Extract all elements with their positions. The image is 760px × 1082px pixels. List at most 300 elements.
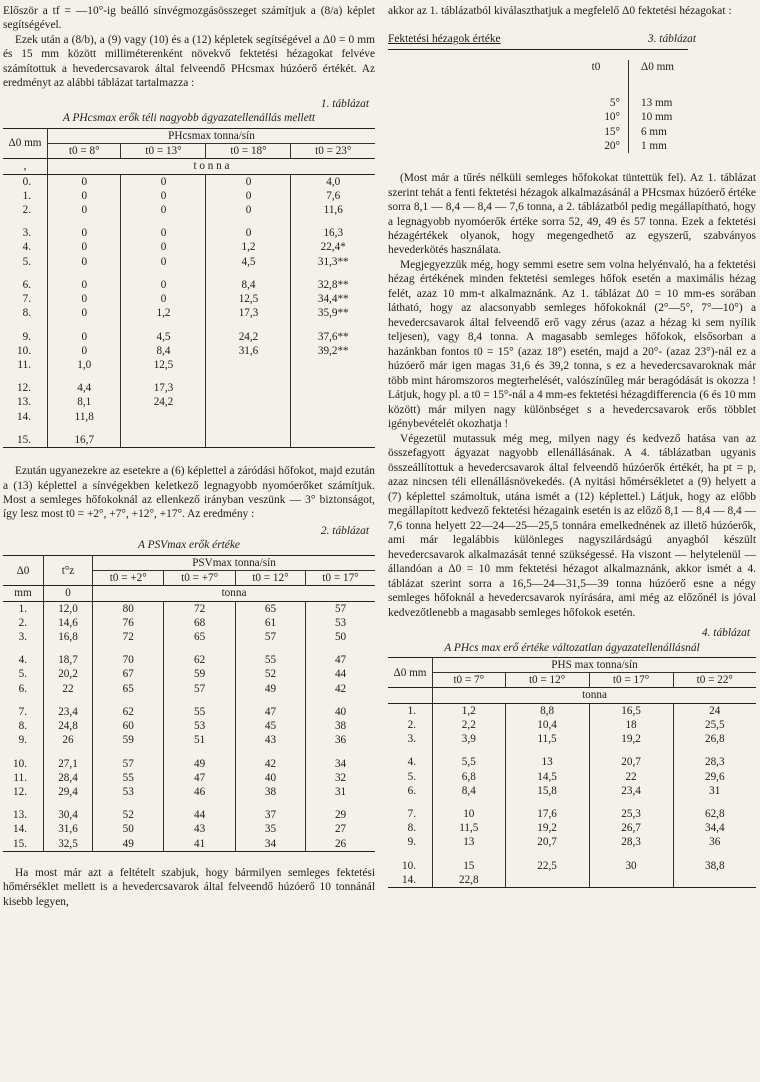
table-cell: 43 [164,822,235,836]
table-cell: 26,8 [704,733,725,746]
table-2-unit-tz: 0 [44,586,93,601]
table-spacer-cell [121,424,206,433]
table-spacer-cell [306,748,375,757]
table-cell: 59 [164,667,235,681]
table-cell: 47 [334,654,347,667]
table-1-number: 1. táblázat [320,97,369,110]
row-label-cell: 4. [3,653,44,667]
table-1-col-header: t0 = 8° [48,144,121,159]
table-cell: 68 [164,616,235,630]
table-cell [589,873,673,888]
table-row [388,835,756,849]
table-cell: 27,1 [44,757,93,771]
table-spacer-cell [44,748,93,757]
table-cell: 3,9 [433,732,506,746]
table-cell: 65 [93,682,164,696]
table-cell: 65 [235,601,305,616]
table-spacer-cell [291,321,375,330]
table-cell: 47 [164,771,235,785]
table-1-row-header: Δ0 mm [3,128,48,158]
row-label-cell: 1. [3,189,48,203]
table-cell [206,410,291,424]
table-4 [388,657,756,888]
table-cell: 0 [121,189,206,203]
row-label-cell: 12. [3,785,44,799]
table-spacer-cell [235,696,305,705]
table-spacer-cell [673,850,756,859]
table-cell: 1,0 [48,358,121,372]
table-cell: 40 [235,771,305,785]
table-cell: 24 [709,704,721,717]
table-3-number: 3. táblázat [647,33,696,46]
table-row [3,395,375,409]
right-paragraph-3: Megjegyezzük még, hogy semmi esetre sem volna helyénvaló, ha a fektetési hézag értékének minden fektetési semleges hőfok esetén a maximális hézag felét, azaz 10 mm-t alkalmaznánk. Az 1. táblázat Δ0 = 10 mm-es sorában látható, hogy az alacsonyabb semleges hőfokoknál (2°—5°, 7°—10°) a hevedercsavarok által felveendő erő vagy zérus (azaz a hézag ki sem nyílik teljesen), vagy 8,4 tonna. A magasabb semleges hőfokok, elsősorban a hazánkban fontos t0 = 15° (azaz 18°) esetén, majd a 20°- (azaz 23°)-nál ez a húzóerő már igen magas 31,6 és 39,2 tonna, s ez a hevedercsavaroknak már több mint háromszoros megterhelését, valószínűleg már beragódását is okozza ! Látjuk, hogy pl. a t0 = 15°-nál a 4 mm-es fektetési hézagdifferencia (6 és 10 mm között) már milyen nagy különbséget s a hevedercsavarok erős többlet igénybevételét okozhatja ! [388,258,756,431]
table-cell: 62 [93,705,164,719]
table-spacer-cell [48,217,121,226]
table-cell [206,395,291,409]
table-row [3,837,375,852]
table-spacer-cell [589,746,673,755]
table-cell: 29,4 [44,785,93,799]
table-spacer-cell [44,644,93,653]
table-cell: 13 mm [641,97,673,110]
table-spacer-cell [306,696,375,705]
table-spacer-cell [206,372,291,381]
table-cell: 0 [48,306,121,320]
table-row [3,719,375,733]
table-cell: 53 [334,616,347,629]
table-row [3,278,375,292]
table-1-group-header: PHcsmax tonna/sín [48,128,376,143]
row-label-cell: 9. [3,330,48,344]
row-label-cell: 14. [388,873,433,888]
table-cell: 41 [164,837,235,852]
table-spacer-cell [3,644,44,653]
table-cell: 31,6 [206,344,291,358]
table-2-col-header: t0 = +7° [164,571,235,586]
table-cell: 1,2 [206,240,291,254]
left-column [3,4,375,909]
table-cell [121,433,206,448]
table-cell: 8,4 [121,344,206,358]
row-label-cell: 14. [3,410,48,424]
table-cell: 60 [93,719,164,733]
table-spacer-cell [93,748,164,757]
table-cell: 19,2 [589,732,673,746]
table-2-unit: tonna [93,586,376,601]
table-cell: 15° [564,125,629,139]
table-spacer-cell [48,424,121,433]
table-cell: 25,3 [589,807,673,821]
row-label-cell: 6. [3,278,48,292]
table-1-col-header: t0 = 13° [121,144,206,159]
table-cell: 23,4 [44,705,93,719]
table-group-spacer [3,321,375,330]
table-cell: 10 [433,807,506,821]
right-paragraph-4: Végezetül mutassuk még meg, milyen nagy és kedvező hatása van az összefagyott ágyazat nagyobb ellenállásának. A 4. táblázatban ugyanis összeállítottuk a hevedercsavarok által felveendő húzóerők értékét, ha pt = p, azaz nincsen téli ellenállásnövekedés. (A nyitási hőmérsékletet a (9) helyett a (7) képlettel számoltuk, utána ismét a (12) képlettel.) Látjuk, hogy az előbb megállapított kedvező fektetési hézagaink esetén is az előző 8,1 — 8,4 — 8,4 — 7,6 tonna helyett 22—24—25—25,5 tonnára emelkednének az illető húzóerők, ami már legalábbis különleges nagyszilárdságú anyagból készült hevedercsavarok alkalmazását tenné szükségessé. Ha viszont — helytelenül — állandóan a Δ0 = 10 mm fektetési hézagot alkalmaznánk, akkor ismét a 4. táblázat szerint sorra a 16,5—24—31,5—39 tonna húzóerő esne a négy semleges hőfoknál a hevedercsavarok nyírására, ami még az előzőnél is jóval kedvezőtlenebb a magasabb semleges hőfokok esetén. [388,432,756,619]
table-cell: 37 [235,808,305,822]
table-row [3,667,375,681]
table-spacer-cell [44,799,93,808]
table-cell: 49 [235,682,305,696]
table-row [3,381,375,395]
table-row [3,616,375,630]
table-row [388,784,756,798]
table-row [3,705,375,719]
row-label-cell: 3. [3,226,48,240]
table-spacer-cell [93,799,164,808]
table-4-unit-row-label [388,688,433,703]
table-row [3,203,375,217]
table-cell: 19,2 [505,821,589,835]
table-group-spacer [3,269,375,278]
table-spacer-cell [235,799,305,808]
table-spacer-cell [48,321,121,330]
table-cell: 0 [121,240,206,254]
row-label-cell: 3. [3,630,44,644]
table-row [388,732,756,746]
table-cell: 0 [48,292,121,306]
table-cell: 0 [121,255,206,269]
table-row [3,174,375,189]
table-row [3,226,375,240]
table-cell [206,433,291,448]
table-cell: 72 [164,601,235,616]
table-cell: 57 [235,630,305,644]
table-cell: 25,5 [704,718,725,731]
table-spacer-cell [121,269,206,278]
table-cell: 51 [164,733,235,747]
right-paragraph-2: (Most már a tűrés nélküli semleges hőfokokat tüntettük fel). Az 1. táblázat szerint tehát a fenti fektetési hézagok alkalmazásánál a PHcsmax húzóerő értéke sorra 8,1 — 8,4 — 8,4 — 7,6 tonna, a 2. táblázatból pedig megállapítható, hogy a legnagyobb nyomóerők értéke sorra 52, 49, 49 és 57 tonna. Ezek a fektetési hézagértékek olyanok, hogy megengedhető az egyszerű, szabványos hevederkötés használata. [388,172,756,257]
right-column [388,4,756,888]
table-4-body [388,703,756,887]
table-row [3,733,375,747]
row-label-cell: 10. [3,757,44,771]
table-cell: 38 [235,785,305,799]
table-spacer-cell [3,748,44,757]
table-row [388,821,756,835]
table-spacer-cell [505,746,589,755]
table-cell: 31,3** [317,255,349,268]
table-cell: 11,8 [48,410,121,424]
table-2-group-header: PSVmax tonna/sín [93,555,376,570]
table-cell: 13 [505,755,589,769]
table-cell: 31,6 [44,822,93,836]
row-label-cell: 1. [388,703,433,718]
table-spacer-cell [121,372,206,381]
table-spacer-cell [3,372,48,381]
row-label-cell: 7. [3,705,44,719]
table-cell: 15 [433,859,506,873]
table-cell: 11,5 [505,732,589,746]
table-cell: 4,5 [121,330,206,344]
table-cell: 14,6 [44,616,93,630]
table-cell: 38 [334,720,347,733]
table-cell: 36 [709,836,721,849]
row-label-cell: 11. [3,358,48,372]
table-row [388,703,756,718]
table-spacer-cell [48,372,121,381]
table-row [3,410,375,424]
table-spacer-cell [589,798,673,807]
table-cell: 1,2 [433,703,506,718]
table-3-topline [388,49,688,50]
table-spacer-cell [206,321,291,330]
table-group-spacer [3,424,375,433]
table-4-number: 4. táblázat [701,627,750,640]
table-cell: 15,8 [505,784,589,798]
row-label-cell: 2. [388,718,433,732]
row-label-cell: 12. [3,381,48,395]
table-cell: 0 [206,203,291,217]
row-label-cell: 13. [3,395,48,409]
row-label-cell: 8. [388,821,433,835]
table-cell: 22,5 [505,859,589,873]
row-label-cell: 0. [3,174,48,189]
table-cell [291,358,375,372]
table-cell: 47 [235,705,305,719]
table-cell: 35,9** [317,307,349,320]
table-1-col-header: t0 = 23° [315,145,352,158]
table-cell: 18 [589,718,673,732]
table-2 [3,555,375,852]
table-row [3,771,375,785]
table-cell: 18,7 [44,653,93,667]
table-cell: 24,2 [206,330,291,344]
table-4-title: A PHcs max erő értéke változatlan ágyazatellenállásnál [444,641,700,654]
table-cell: 55 [93,771,164,785]
table-cell: 2,2 [433,718,506,732]
row-label-cell: 10. [388,859,433,873]
table-cell: 22,4* [320,241,346,254]
table-cell [291,410,375,424]
table-row [3,240,375,254]
table-row [3,785,375,799]
table-cell: 43 [235,733,305,747]
table-spacer-cell [3,799,44,808]
table-3-col-header: Δ0 mm [641,60,674,73]
table-2-number: 2. táblázat [320,524,369,537]
table-4-unit: tonna [433,688,757,703]
table-cell: 11,5 [433,821,506,835]
table-cell: 29 [334,809,347,822]
row-label-cell: 3. [388,732,433,746]
table-spacer-cell [433,798,506,807]
table-cell: 28,3 [704,756,725,769]
table-cell: 1,2 [121,306,206,320]
table-cell: 4,4 [48,381,121,395]
table-spacer-cell [673,798,756,807]
table-1 [3,128,375,448]
table-1-col-header: t0 = 18° [206,144,291,159]
table-cell: 20,7 [589,755,673,769]
table-spacer-cell [164,799,235,808]
left-paragraph-1: Először a tf = —10°-ig beálló sínvégmozgásösszeget számítjuk a (8/a) képlet segítségével. [3,5,375,32]
row-label-cell: 2. [3,616,44,630]
table-group-spacer [388,850,756,859]
table-cell: 10 mm [641,111,673,124]
table-row [3,653,375,667]
table-spacer-cell [306,644,375,653]
table-4-col-header: t0 = 12° [505,673,589,688]
table-cell: 0 [48,203,121,217]
table-cell: 61 [235,616,305,630]
table-cell: 32,5 [44,837,93,852]
table-cell: 0 [121,174,206,189]
table-cell: 76 [93,616,164,630]
table-cell: 0 [48,226,121,240]
table-row [388,770,756,784]
table-cell: 4,5 [206,255,291,269]
table-cell: 46 [164,785,235,799]
table-cell: 0 [48,240,121,254]
table-cell: 0 [121,292,206,306]
table-4-col-header: t0 = 7° [433,673,506,688]
table-group-spacer [3,696,375,705]
table-cell: 11,6 [323,203,343,216]
table-spacer-cell [121,217,206,226]
table-cell: 22 [44,682,93,696]
table-cell: 26,7 [589,821,673,835]
table-cell: 57 [93,757,164,771]
table-cell: 24,8 [44,719,93,733]
left-paragraph-2: Ezek után a (8/b), a (9) vagy (10) és a (12) képletek segítségével a Δ0 = 0 mm és 15 mm között milliméterenként növekvő fektetési hézagokat felvéve számítottuk a hevedercsavarok által felveendő PHcsmax húzóerő értékét. Az eredményt az alábbi táblázat tartalmazza : [3,33,375,90]
table-cell: 17,3 [121,381,206,395]
table-cell: 20,2 [44,667,93,681]
table-group-spacer [3,799,375,808]
table-cell: 37,6** [317,330,349,343]
table-spacer-cell [206,424,291,433]
table-row [388,718,756,732]
table-cell: 6 mm [641,125,667,138]
table-3 [564,60,760,153]
table-cell: 8,4 [433,784,506,798]
table-row [388,873,756,888]
table-4-group-header: PHS max tonna/sín [433,658,757,673]
table-cell: 16,8 [44,630,93,644]
table-row [3,344,375,358]
table-cell: 12,5 [206,292,291,306]
table-cell: 26 [306,837,375,852]
row-label-cell: 15. [3,433,48,448]
table-group-spacer [3,372,375,381]
table-group-spacer [388,746,756,755]
table-cell: 44 [334,668,347,681]
table-cell: 0 [121,278,206,292]
table-cell: 32 [334,771,347,784]
table-cell [206,358,291,372]
table-spacer-cell [235,644,305,653]
table-cell: 57 [164,682,235,696]
table-cell: 12,5 [121,358,206,372]
table-cell: 36 [334,734,347,747]
table-row [3,292,375,306]
table-cell: 23,4 [589,784,673,798]
table-row [3,433,375,448]
row-label-cell: 9. [388,835,433,849]
row-label-cell: 4. [3,240,48,254]
table-spacer-cell [433,746,506,755]
table-row [3,808,375,822]
table-cell: 7,6 [326,189,341,202]
table-cell: 59 [93,733,164,747]
row-label-cell: 13. [3,808,44,822]
row-label-cell: 14. [3,822,44,836]
table-cell: 20° [564,139,629,153]
table-row [388,807,756,821]
table-spacer-cell [291,372,375,381]
table-spacer-cell [121,321,206,330]
row-label-cell: 8. [3,719,44,733]
table-cell: 62,8 [704,808,725,821]
table-cell: 0 [48,255,121,269]
table-cell [206,381,291,395]
table-cell: 53 [93,785,164,799]
table-spacer-cell [291,217,375,226]
table-4-col-header: t0 = 17° [589,673,673,688]
table-cell: 13 [433,835,506,849]
row-label-cell: 11. [3,771,44,785]
table-cell: 8,4 [206,278,291,292]
table-4-col-header: t0 = 22° [696,674,733,687]
table-spacer-cell [93,696,164,705]
table-cell: 45 [235,719,305,733]
row-label-cell: 4. [388,755,433,769]
table-cell: 16,7 [48,433,121,448]
table-spacer-cell [235,748,305,757]
table-row [3,601,375,616]
table-row [564,125,760,139]
table-cell: 52 [93,808,164,822]
table-cell [291,381,375,395]
table-spacer-cell [48,269,121,278]
table-3-caption [388,32,756,46]
table-spacer-cell [44,696,93,705]
table-cell: 30 [589,859,673,873]
right-paragraph-1: akkor az 1. táblázatból kiválaszthatjuk a megfelelő Δ0 fektetési hézagokat : [388,5,732,17]
table-row [3,757,375,771]
table-2-body [3,601,375,851]
table-spacer-cell [433,850,506,859]
table-cell: 0 [48,344,121,358]
table-row [3,822,375,836]
table-row [3,255,375,269]
table-spacer-cell [3,269,48,278]
table-spacer-cell [388,746,433,755]
table-cell: 32,8** [317,278,349,291]
table-cell: 65 [164,630,235,644]
row-label-cell: 9. [3,733,44,747]
table-row [564,110,760,124]
table-cell: 31 [709,784,721,797]
table-1-title: A PHcsmax erők téli nagyobb ágyazatellenállás mellett [62,112,316,125]
row-label-cell: 10. [3,344,48,358]
row-label-cell: 5. [3,255,48,269]
table-cell: 26 [44,733,93,747]
table-row [3,189,375,203]
table-cell: 0 [206,226,291,240]
table-spacer-cell [3,321,48,330]
table-row [3,630,375,644]
table-group-spacer [388,798,756,807]
row-label-cell: 6. [3,682,44,696]
table-cell: 0 [206,189,291,203]
table-cell: 50 [334,631,347,644]
table-cell: 35 [235,822,305,836]
row-label-cell: 7. [388,807,433,821]
table-group-spacer [3,748,375,757]
table-cell: 24,2 [121,395,206,409]
